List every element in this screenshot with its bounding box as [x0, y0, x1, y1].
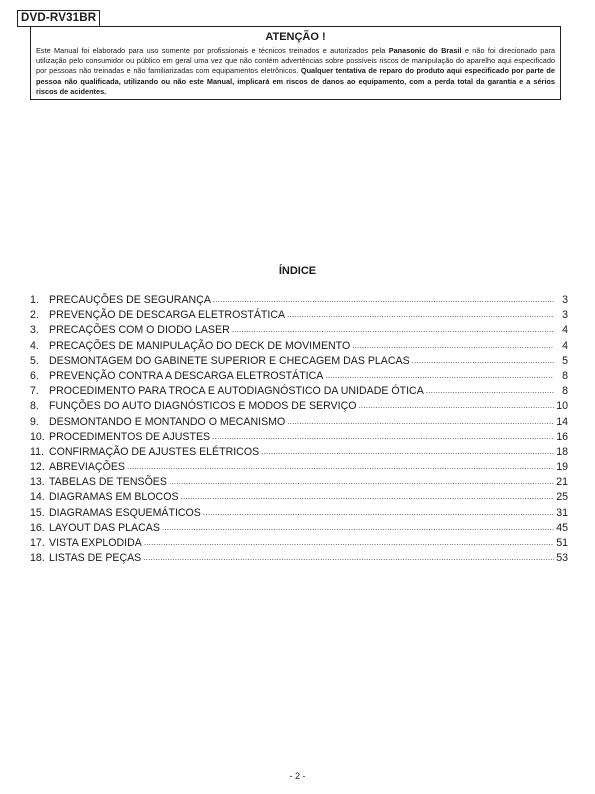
toc-item-page: 10 [556, 400, 568, 413]
index-title: ÍNDICE [278, 265, 317, 277]
toc-item-page: 4 [562, 324, 568, 337]
toc-item-title: LISTAS DE PEÇAS [49, 552, 142, 565]
toc-item-page: 3 [562, 309, 568, 322]
toc-item-title: PRECAUÇÕES DE SEGURANÇA [49, 294, 211, 306]
toc-dot-leader [352, 338, 554, 349]
toc-dot-leader [144, 535, 554, 546]
toc-item[interactable] [30, 550, 568, 565]
toc-item-title: PRECAÇÕES DE MANIPULAÇÃO DO DECK DE MOVIMENTO [49, 339, 351, 352]
toc-dot-leader [127, 459, 554, 470]
toc-item[interactable] [30, 292, 568, 307]
toc-item[interactable] [30, 383, 568, 398]
toc-item[interactable] [30, 338, 568, 353]
toc-dot-leader [358, 398, 554, 409]
toc-item-page: 8 [562, 385, 568, 398]
toc-item-title: PREVENÇÃO DE DESCARGA ELETROSTÁTICA [49, 309, 286, 322]
toc-item-number: 15. [30, 506, 45, 519]
warning-text [36, 46, 555, 97]
toc-item-number: 18. [30, 552, 45, 565]
toc-item[interactable] [30, 368, 568, 383]
toc-item[interactable] [30, 353, 568, 368]
toc-item-page: 3 [562, 294, 568, 306]
toc-item[interactable] [30, 520, 568, 535]
toc-item[interactable] [30, 505, 568, 520]
toc-item-title: FUNÇÕES DO AUTO DIAGNÓSTICOS E MODOS DE SERVIÇO [49, 400, 357, 413]
toc-dot-leader [203, 505, 554, 516]
toc-dot-leader [181, 489, 554, 500]
toc-item-page: 21 [556, 476, 568, 489]
toc-item-page: 14 [556, 415, 568, 428]
toc-item-page: 4 [562, 339, 568, 352]
toc-item-title: PRECAÇÕES COM O DIODO LASER [49, 324, 230, 337]
toc-item-number: 6. [30, 369, 39, 382]
toc-item-page: 45 [556, 521, 568, 534]
warning-title: ATENÇÃO ! [265, 31, 326, 43]
toc-item-title: DESMONTAGEM DO GABINETE SUPERIOR E CHECAGEM DAS PLACAS [49, 354, 410, 367]
warning-brand: Panasonic do Brasil [388, 46, 462, 55]
toc-item-page: 19 [556, 461, 568, 474]
toc-dot-leader [426, 383, 554, 394]
toc-item-page: 5 [562, 354, 568, 367]
table-of-contents [30, 292, 568, 565]
toc-item-number: 14. [30, 491, 45, 504]
toc-item-page: 8 [562, 369, 568, 382]
toc-item-page: 25 [556, 491, 568, 504]
toc-item-number: 10. [30, 430, 45, 443]
warning-text-2: e não foi direcionado para utilização pelo consumidor ou público em geral uma vez que não contém advertências sobre possíveis riscos de manipulação do aparelho aqui especificado por pessoas não treinadas e não familiarizadas com equipamentos eletrônicos. [36, 46, 555, 76]
toc-item-number: 2. [30, 309, 39, 322]
toc-item-number: 11. [30, 445, 44, 458]
toc-item-title: CONFIRMAÇÃO DE AJUSTES ELÉTRICOS [49, 445, 260, 458]
toc-dot-leader [261, 444, 554, 455]
toc-item-title: PROCEDIMENTOS DE AJUSTES [49, 430, 211, 443]
toc-item-number: 13. [30, 476, 45, 489]
toc-item[interactable] [30, 459, 568, 474]
toc-item[interactable] [30, 414, 568, 429]
warning-box [30, 26, 561, 100]
toc-item-page: 53 [556, 552, 568, 565]
toc-item-title: DESMONTANDO E MONTANDO O MECANISMO [49, 415, 286, 428]
page-number: - 2 - [289, 771, 306, 781]
model-tag: DVD-RV31BR [17, 10, 100, 27]
toc-item-title: TABELAS DE TENSÕES [49, 476, 167, 489]
toc-dot-leader [212, 429, 554, 440]
toc-item[interactable] [30, 535, 568, 550]
toc-item-number: 4. [30, 339, 39, 352]
toc-item-title: DIAGRAMAS EM BLOCOS [49, 491, 179, 504]
toc-dot-leader [287, 414, 554, 425]
toc-item-title: LAYOUT DAS PLACAS [49, 521, 160, 534]
toc-item[interactable] [30, 474, 568, 489]
toc-item-number: 16. [30, 521, 45, 534]
toc-item[interactable] [30, 444, 568, 459]
toc-dot-leader [143, 550, 554, 561]
toc-item-page: 31 [556, 506, 568, 519]
toc-item-title: DIAGRAMAS ESQUEMÁTICOS [49, 506, 201, 519]
toc-dot-leader [162, 520, 554, 531]
toc-item-page: 16 [556, 430, 568, 443]
toc-item-title: ABREVIAÇÕES [49, 461, 125, 474]
toc-item[interactable] [30, 322, 568, 337]
toc-item-number: 3. [30, 324, 39, 337]
toc-item-page: 18 [556, 445, 568, 458]
toc-item-number: 9. [30, 415, 39, 428]
toc-item[interactable] [30, 398, 568, 413]
toc-item-title: PROCEDIMENTO PARA TROCA E AUTODIAGNÓSTICO DA UNIDADE ÓTICA [49, 385, 424, 398]
toc-dot-leader [287, 307, 554, 318]
toc-dot-leader [232, 322, 554, 333]
toc-item-number: 12. [30, 461, 45, 474]
toc-dot-leader [169, 474, 554, 485]
toc-dot-leader [412, 353, 554, 364]
toc-item-number: 1. [30, 294, 39, 306]
toc-item-number: 17. [30, 537, 45, 549]
toc-item-number: 8. [30, 400, 39, 413]
warning-text-1: Este Manual foi elaborado para uso somente por profissionais e técnicos treinados e autorizados pela [36, 46, 389, 55]
toc-item[interactable] [30, 429, 568, 444]
toc-dot-leader [325, 368, 554, 379]
warning-bold-text: Qualquer tentativa de reparo do produto aqui especificado por parte de pessoa não qualificada, utilizando ou não este Manual, implicará em riscos de danos ao equipamento, com a perda total da garantia e a sérios riscos de acidentes. [36, 66, 555, 96]
toc-item-title: VISTA EXPLODIDA [49, 537, 142, 549]
toc-item[interactable] [30, 489, 568, 504]
toc-item-title: PREVENÇÃO CONTRA A DESCARGA ELETROSTÁTICA [49, 369, 324, 382]
toc-item[interactable] [30, 307, 568, 322]
toc-dot-leader [213, 292, 554, 303]
toc-item-page: 51 [556, 537, 568, 549]
toc-item-number: 7. [30, 385, 39, 398]
toc-item-number: 5. [30, 354, 39, 367]
